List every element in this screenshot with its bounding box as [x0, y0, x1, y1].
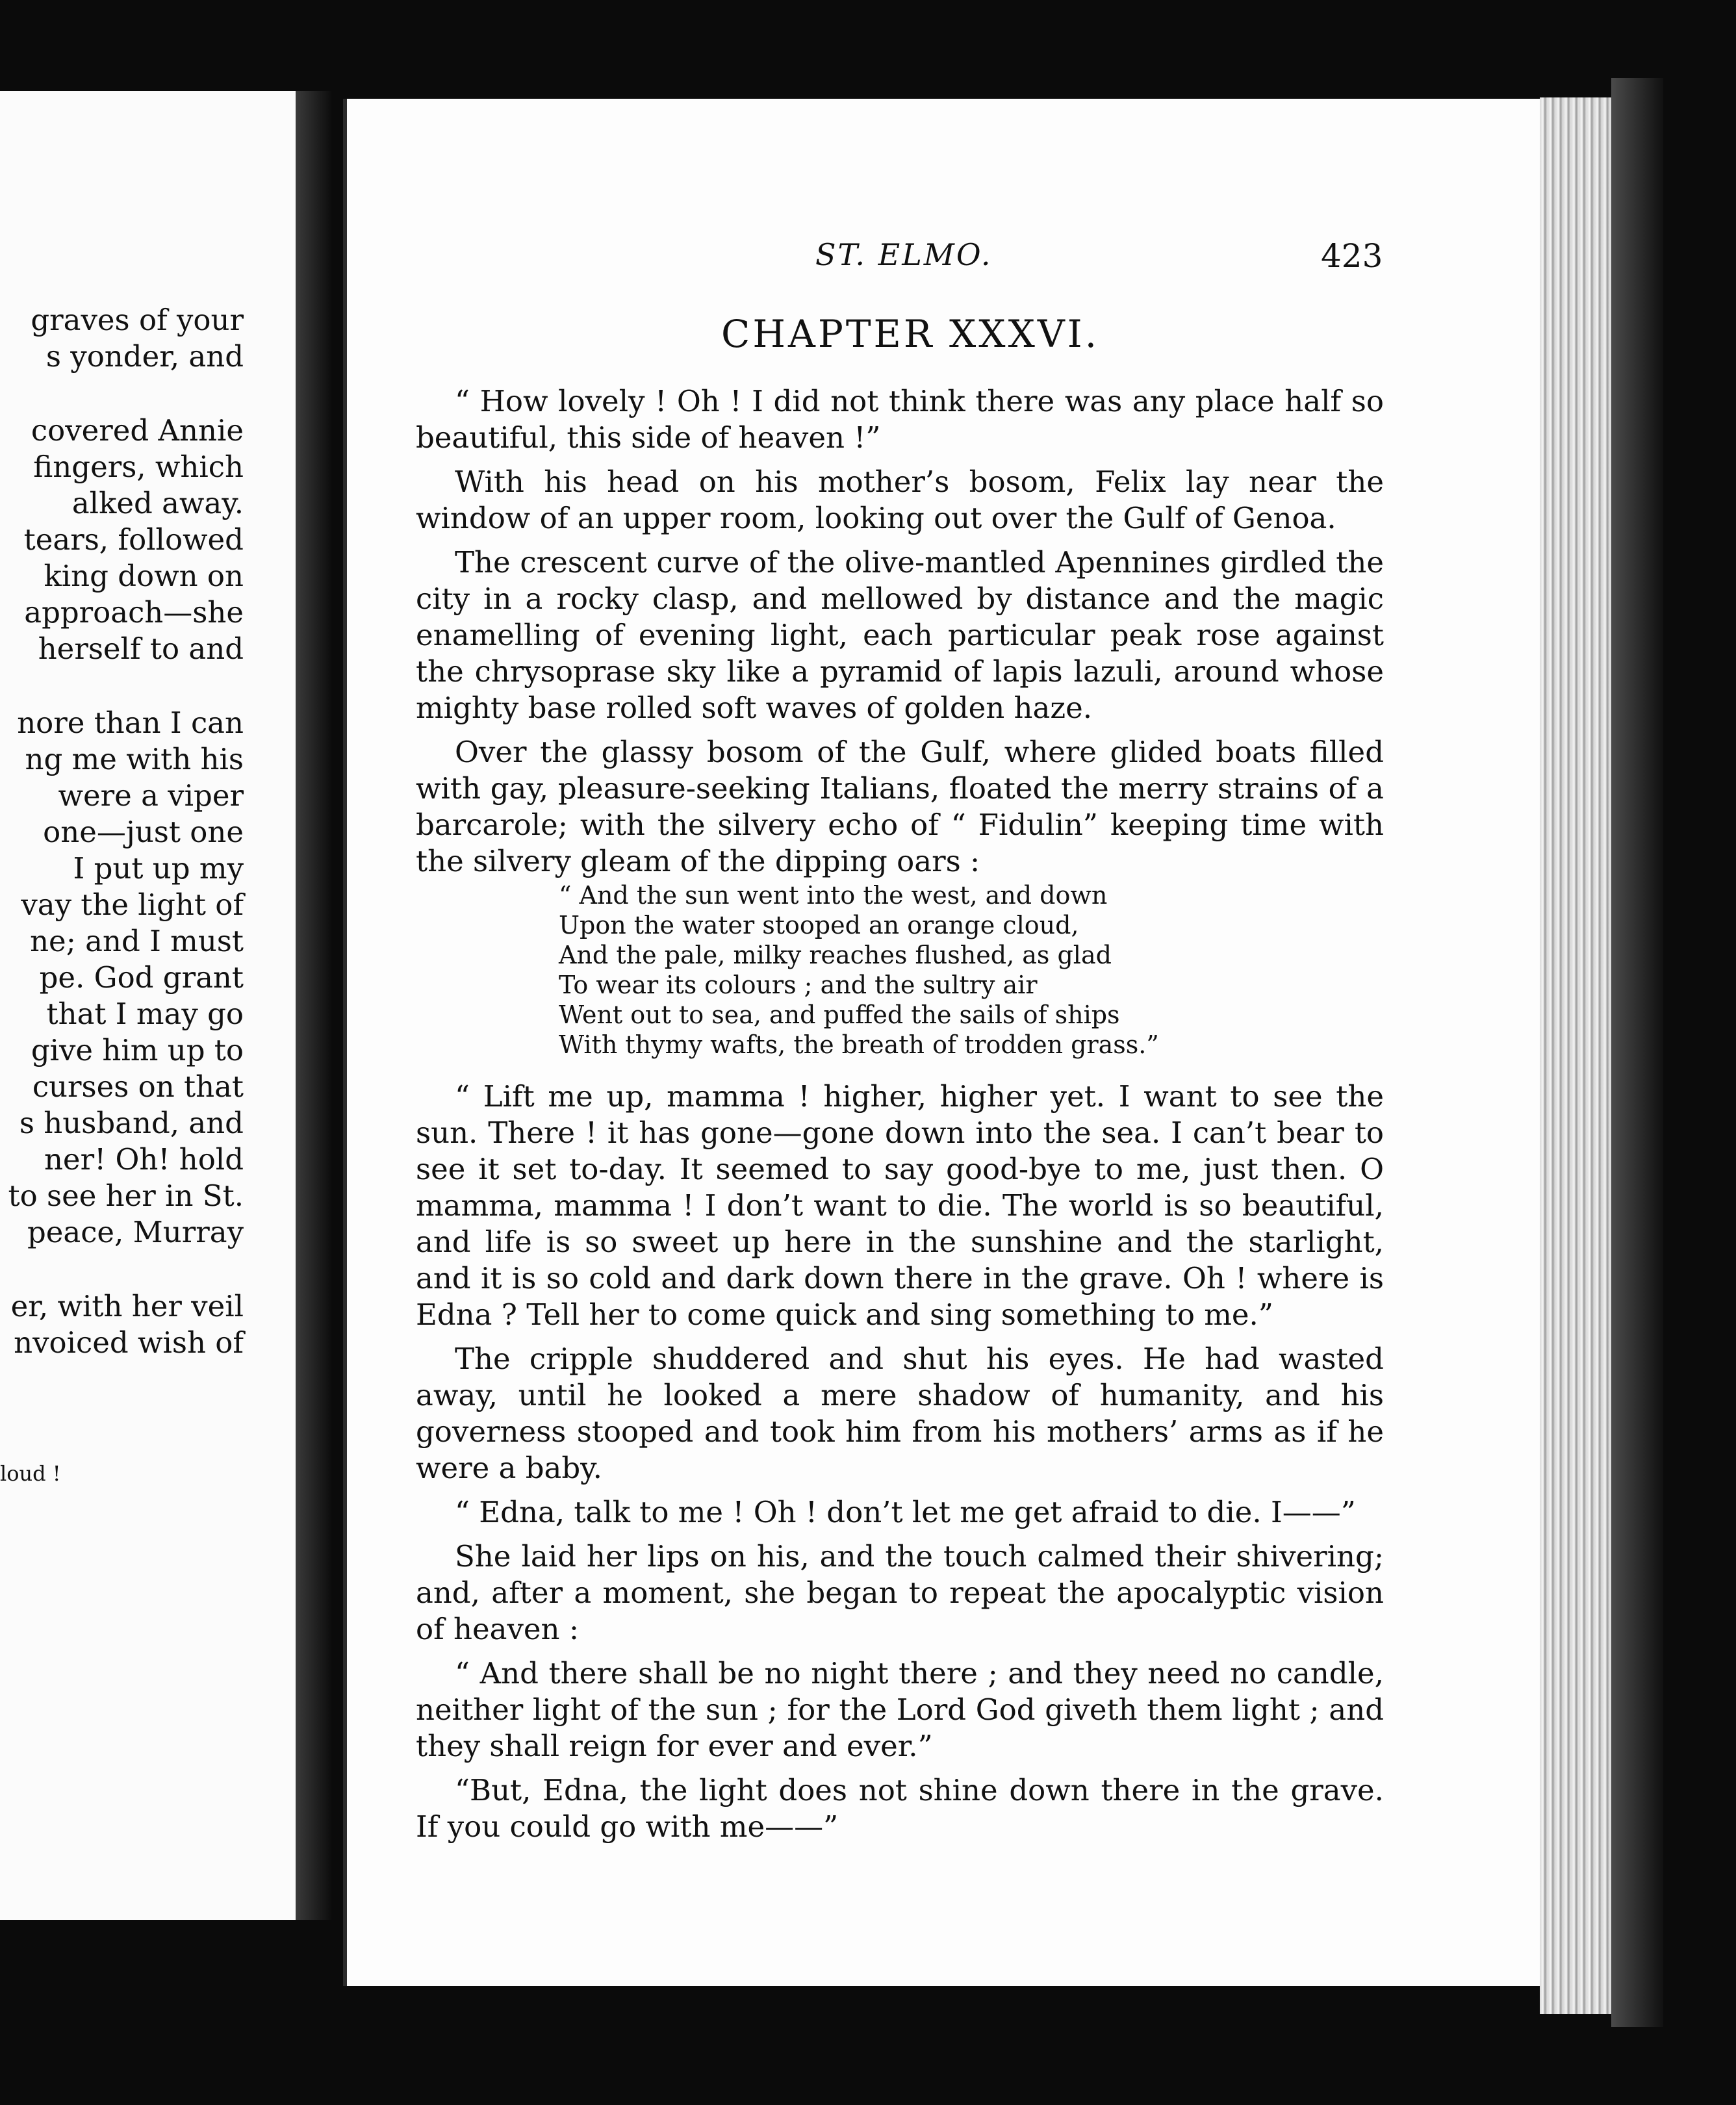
left-page-gutter-shadow: [296, 91, 331, 1920]
verse-quotation: [559, 880, 1159, 1060]
paragraph: “ How lovely ! Oh ! I did not think there was any place half so beautiful, this side of heaven !”: [416, 384, 1384, 455]
running-title: ST. ELMO.: [815, 237, 993, 272]
paragraph: Over the glassy bosom of the Gulf, where glided boats filled with gay, pleasure-seeking Italians, floated the merry strains of a barcarole; with the silvery echo of “ Fidulin” keeping time with the silvery gleam of the dipping oars :: [416, 735, 1384, 878]
verse-line: To wear its colours ; and the sultry air: [559, 971, 1038, 999]
paragraph: “ And there shall be no night there ; and they need no candle, neither light of the sun ; for the Lord God giveth them light ; and they shall reign for ever and ever.”: [416, 1656, 1384, 1763]
body-text-bottom: [416, 1078, 1384, 1853]
left-page-line: were a viper: [58, 778, 244, 813]
left-page-line: tears, followed: [23, 522, 244, 557]
left-page-line: I put up my: [73, 851, 244, 886]
left-page-line: ner! Oh! hold: [44, 1142, 244, 1177]
verse-line: With thymy wafts, the breath of trodden grass.”: [559, 1030, 1159, 1059]
page-number: 423: [1321, 237, 1383, 275]
left-page-line: fingers, which: [33, 450, 244, 484]
left-page-line: king down on: [44, 559, 244, 593]
body-text-top: [416, 383, 1384, 887]
paragraph: The crescent curve of the olive-mantled Apennines girdled the city in a rocky clasp, and mellowed by distance and the magic enamelling of evening light, each particular peak rose against the chrysoprase sky like a pyramid of lapis lazuli, around whose mighty base rolled soft waves of golden haze.: [416, 545, 1384, 725]
left-page-line: that I may go: [46, 997, 244, 1031]
left-page-line: to see her in St.: [8, 1179, 244, 1213]
paragraph: “But, Edna, the light does not shine down there in the grave. If you could go with me——”: [416, 1773, 1384, 1844]
paragraph: “ Edna, talk to me ! Oh ! don’t let me get afraid to die. I——”: [455, 1495, 1356, 1529]
left-page-line: nore than I can: [17, 706, 244, 740]
left-page-line: alked away.: [71, 486, 244, 520]
paragraph: “ Lift me up, mamma ! higher, higher yet. I want to see the sun. There ! it has gone—gone down into the sea. I can’t bear to see it set to-day. It seemed to say good-bye to me, just then. O mamma, mamma ! I don’t want to die. The world is so beautiful, and life is so sweet up here in the sunshine and the starlight, and it is so cold and dark down there in the grave. Oh ! where is Edna ? Tell her to come quick and sing something to me.”: [416, 1079, 1384, 1332]
left-page-line: ne; and I must: [30, 924, 244, 958]
left-page-line: covered Annie: [31, 413, 244, 448]
left-page-line: s husband, and: [19, 1106, 244, 1140]
left-page-line: curses on that: [32, 1069, 244, 1104]
verse-line: And the pale, milky reaches flushed, as glad: [559, 941, 1112, 969]
left-page-line: vay the light of: [21, 887, 244, 922]
left-page-line: er, with her veil: [10, 1289, 244, 1323]
left-page-line: loud !: [0, 1461, 61, 1486]
left-page-line: s yonder, and: [45, 339, 244, 374]
verse-line: “ And the sun went into the west, and down: [559, 881, 1108, 910]
paragraph: With his head on his mother’s bosom, Felix lay near the window of an upper room, looking out over the Gulf of Genoa.: [416, 465, 1384, 535]
paragraph: The cripple shuddered and shut his eyes. He had wasted away, until he looked a mere shadow of humanity, and his governess stooped and took him from his mothers’ arms as if he were a baby.: [416, 1342, 1384, 1485]
left-page-line: approach—she: [24, 595, 244, 630]
left-page-line: ng me with his: [25, 742, 244, 776]
left-page-line: nvoiced wish of: [14, 1325, 244, 1360]
left-page-line: give him up to: [31, 1033, 244, 1067]
chapter-title: CHAPTER XXXVI.: [721, 312, 1100, 356]
verse-line: Went out to sea, and puffed the sails of ships: [559, 1001, 1120, 1029]
left-page: [0, 91, 296, 1920]
left-page-line: one—just one: [43, 815, 244, 849]
paragraph: She laid her lips on his, and the touch calmed their shivering; and, after a moment, she began to repeat the apocalyptic vision of heaven :: [416, 1539, 1384, 1646]
left-page-line: herself to and: [38, 632, 244, 666]
verse-line: Upon the water stooped an orange cloud,: [559, 911, 1079, 939]
book-cover-edge: [1611, 78, 1663, 2027]
left-page-line: pe. God grant: [39, 960, 244, 995]
left-page-line: graves of your: [31, 303, 244, 337]
left-page-line: peace, Murray: [27, 1215, 244, 1249]
